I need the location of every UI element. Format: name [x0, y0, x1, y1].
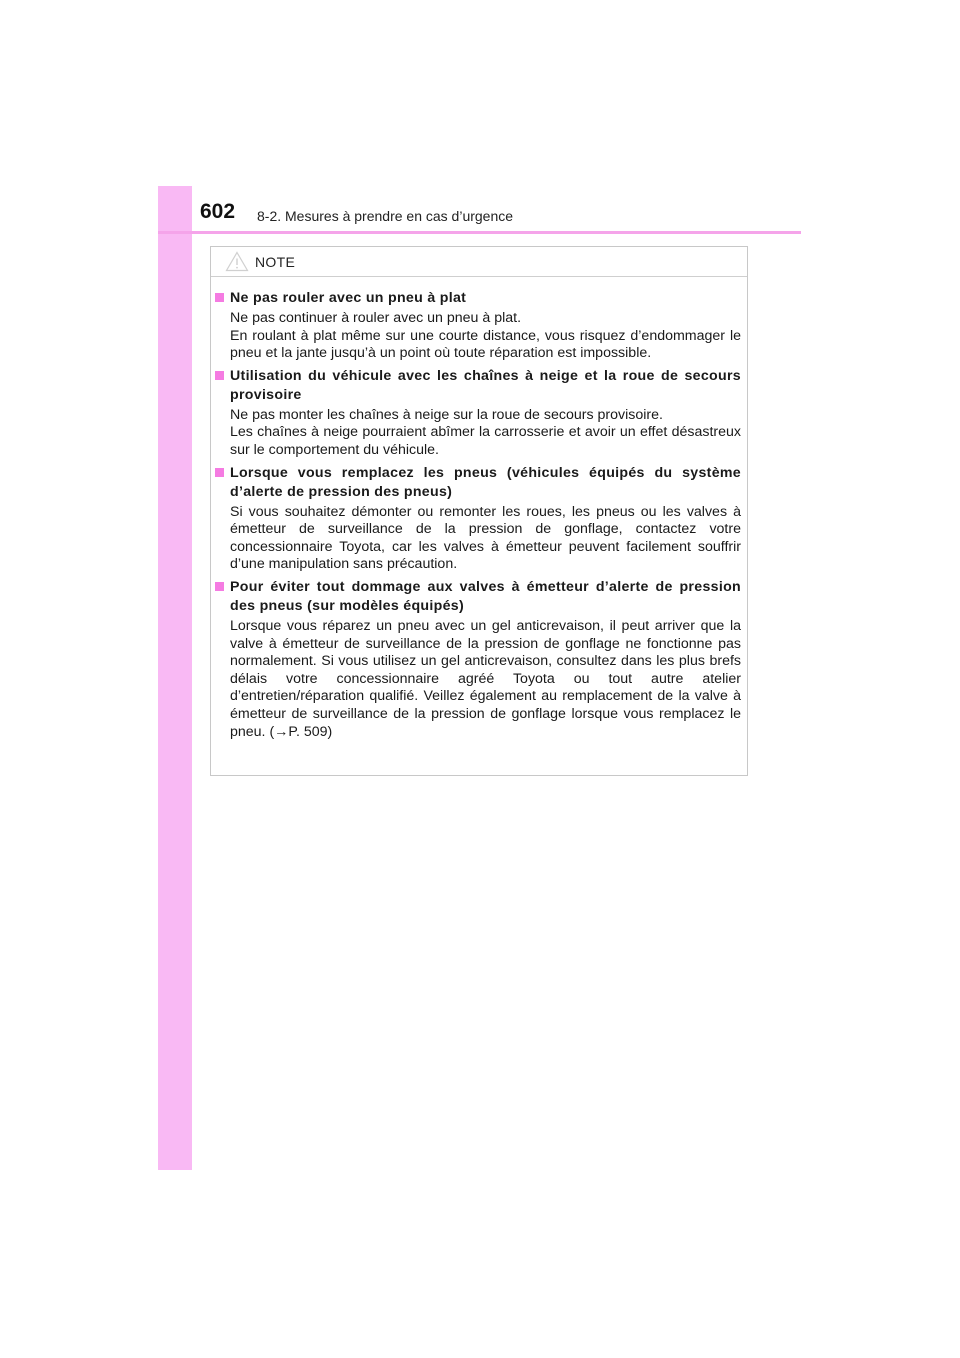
note-item-title: [215, 464, 741, 502]
paragraph: Ne pas monter les chaînes à neige sur la roue de secours provisoire.: [230, 406, 663, 423]
note-item-title-text: Utilisation du véhicule avec les chaînes à neige et la roue de secours provisoire: [230, 367, 741, 403]
square-bullet-icon: [215, 582, 224, 591]
chapter-side-tab: [158, 186, 192, 1170]
square-bullet-icon: [215, 371, 224, 380]
paragraph: Si vous souhaitez démonter ou remonter les roues, les pneus ou les valves à émetteur de surveillance de la pression de gonflage, contactez votre concessionnaire Toyota, car les valves à émetteur peuvent facilement souffrir d’une manipulation sans précaution.: [230, 503, 741, 573]
note-item-text: [230, 310, 741, 363]
note-item: [215, 289, 741, 363]
paragraph: Ne pas continuer à rouler avec un pneu à plat.: [230, 310, 522, 326]
note-label: NOTE: [255, 254, 296, 270]
paragraph: En roulant à plat même sur une courte distance, vous risquez d’endommager le pneu et la jante jusqu’à un point où toute réparation est impossible.: [230, 327, 741, 362]
note-body: [211, 277, 747, 741]
note-item-text: [230, 407, 741, 460]
paragraph: Les chaînes à neige pourraient abîmer la carrosserie et avoir un effet désastreux sur le comportement du véhicule.: [230, 424, 741, 458]
note-item: [215, 464, 741, 574]
note-item-title-text: Ne pas rouler avec un pneu à plat: [230, 290, 467, 306]
square-bullet-icon: [215, 293, 224, 302]
note-item-text: [230, 618, 741, 741]
note-item-title: [215, 367, 741, 405]
note-item: [215, 367, 741, 460]
header-rule: [158, 231, 801, 234]
note-item-title-text: Pour éviter tout dommage aux valves à émetteur d’alerte de pression des pneus (sur modèles équipés): [230, 578, 741, 614]
warning-triangle-icon: [225, 251, 249, 272]
square-bullet-icon: [215, 468, 224, 477]
note-header: [211, 247, 747, 277]
note-item-title-text: Lorsque vous remplacez les pneus (véhicules équipés du système d’alerte de pression des pneus): [230, 464, 741, 500]
section-title: 8-2. Mesures à prendre en cas d’urgence: [257, 208, 514, 224]
paragraph: Lorsque vous réparez un pneu avec un gel anticrevaison, il peut arriver que la valve à émetteur de surveillance de la pression de gonflage ne fonctionne pas normalement. Si vous utilisez un gel anticrevaison, consultez dans les plus brefs délais votre concessionnaire agréé Toyota ou tout autre atelier d’entretien/réparation qualifié. Veillez également au remplacement de la valve à émetteur de surveillance de la pression de gonflage lorsque vous remplacez le pneu. (→P. 509): [230, 617, 741, 740]
note-box: [210, 246, 748, 776]
page-number: 602: [200, 200, 236, 223]
note-item: [215, 578, 741, 741]
note-item-text: [230, 504, 741, 574]
note-item-title: [215, 578, 741, 616]
note-item-title: [215, 289, 741, 308]
